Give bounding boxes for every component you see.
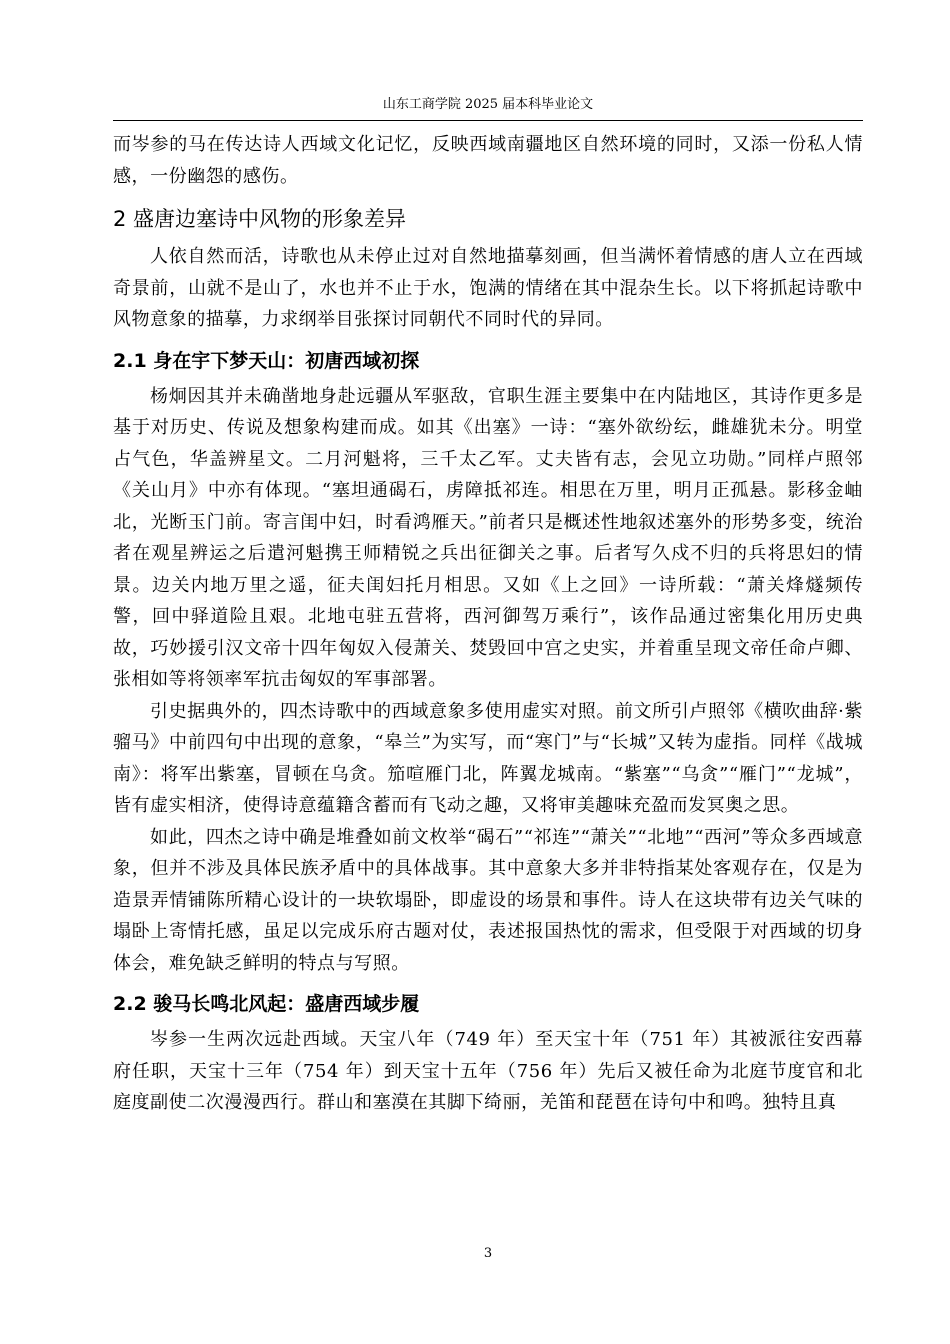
paragraph-four-talents-imagery: 引史据典外的，四杰诗歌中的西域意象多使用虚实对照。前文所引卢照邻《横吹曲辞·紫骝马》中前四句中出现的意象，“皋兰”为实写，而“寒门”与“长城”又转为虚指。同样《战城南》：将军出紫塞，冒顿在乌贪。笳喧雁门北，阵翼龙城南。“紫塞”“乌贪”“雁门”“龙城”，皆有虚实相济，使得诗意蕴籍含蓄而有飞动之趣，又将审美趣味充盈而发冥奥之思。: [113, 700, 863, 816]
page-number: 3: [483, 1246, 493, 1261]
page-body: [113, 129, 863, 1119]
paragraph-cen-shen: 岑参一生两次远赴西域。天宝八年（749 年）至天宝十年（751 年）其被派往安西幕府任职，天宝十三年（754 年）到天宝十五年（756 年）先后又被任命为北庭节度官和北庭度副使二次漫漫西行。群山和塞漠在其脚下绮丽，羌笛和琵琶在诗句中和鸣。独特且真: [113, 1029, 863, 1113]
paragraph-continuation: 而岑参的马在传达诗人西域文化记忆，反映西域南疆地区自然环境的同时，又添一份私人情感，一份幽怨的感伤。: [113, 134, 863, 187]
subsection-heading-2-1: 2.1 身在宇下梦天山：初唐西域初探: [113, 349, 420, 372]
running-header: 山东工商学院 2025 届本科毕业论文: [382, 97, 594, 112]
paragraph-yang-jiong: 杨炯因其并未确凿地身赴远疆从军驱敌，官职生涯主要集中在内陆地区，其诗作更多是基于对历史、传说及想象构建而成。如其《出塞》一诗：“塞外欲纷纭，雌雄犹未分。明堂占气色，华盖辨星文。二月河魁将，三千太乙军。丈夫皆有志，会见立功勋。”同样卢照邻《关山月》中亦有体现。“塞坦通碣石，虏障抵祁连。相思在万里，明月正孤悬。影移金岫北，光断玉门前。寄言闺中妇，时看鸿雁天。”前者只是概述性地叙述塞外的形势多变，统治者在观星辨运之后遣河魁携王师精锐之兵出征御关之事。后者写久戍不归的兵将思妇的情景。边关内地万里之遥，征夫闺妇托月相思。又如《上之回》一诗所载：“萧关烽燧频传警，回中驿道险且艰。北地屯驻五营将，西河御驾万乘行”，该作品通过密集化用历史典故，巧妙援引汉文帝十四年匈奴入侵萧关、焚毁回中宫之史实，并着重呈现文帝任命卢卿、张相如等将领率军抗击匈奴的军事部署。: [113, 385, 863, 690]
paragraph-four-talents-summary: 如此，四杰之诗中确是堆叠如前文枚举“碣石”“祁连”“萧关”“北地”“西河”等众多西域意象，但并不涉及具体民族矛盾中的具体战事。其中意象大多并非特指某处客观存在，仅是为造景弄情铺陈所精心设计的一块软塌卧，即虚设的场景和事件。诗人在这块带有边关气味的塌卧上寄情托感，虽足以完成乐府古题对仗，表述报国热忱的需求，但受限于对西域的切身体会，难免缺乏鲜明的特点与写照。: [113, 826, 863, 974]
header-divider: [113, 120, 863, 121]
paragraph-section-intro: 人依自然而活，诗歌也从未停止过对自然地描摹刻画，但当满怀着情感的唐人立在西域奇景前，山就不是山了，水也并不止于水，饱满的情绪在其中混杂生长。以下将抓起诗歌中风物意象的描摹，力求纲举目张探讨同朝代不同时代的异同。: [113, 246, 863, 330]
section-heading-2: 2 盛唐边塞诗中风物的形象差异: [113, 207, 407, 231]
subsection-heading-2-2: 2.2 骏马长鸣北风起：盛唐西域步履: [113, 993, 420, 1015]
